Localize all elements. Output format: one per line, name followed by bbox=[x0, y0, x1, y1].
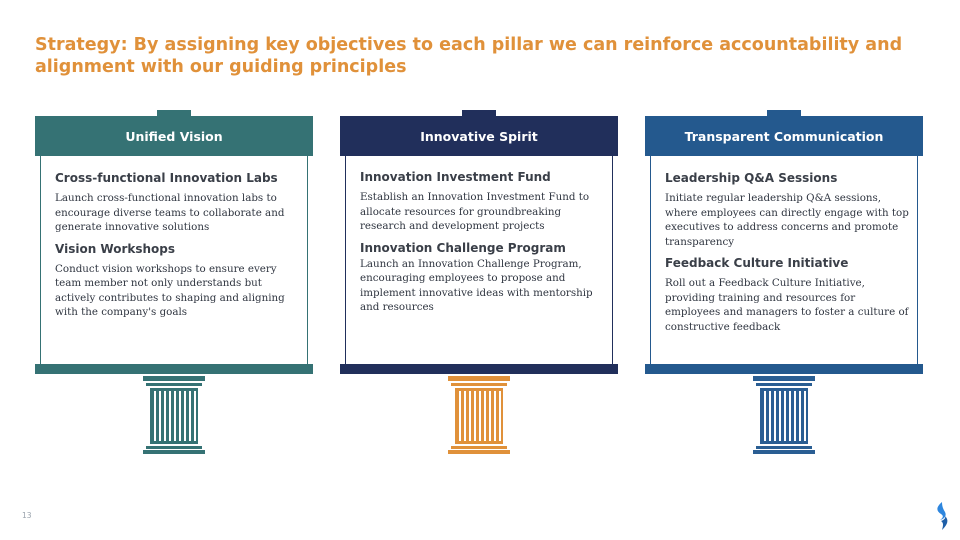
pillar-content bbox=[55, 171, 299, 327]
objective-heading: Leadership Q&A Sessions bbox=[665, 171, 838, 185]
objective-text: Conduct vision workshops to ensure every team member not only understands but actively contributes to shaping and aligning with the company's goals bbox=[55, 262, 285, 318]
pillar-base-bar bbox=[35, 364, 313, 374]
column-icon bbox=[448, 376, 510, 454]
pillar-unified-vision bbox=[35, 110, 313, 440]
objective-text: Initiate regular leadership Q&A sessions, where employees can directly engage with top executives to address concerns and promote transparency bbox=[665, 192, 909, 248]
pillar-base-bar bbox=[340, 364, 618, 374]
pillar-header: Unified Vision bbox=[35, 116, 313, 156]
pillar-base-bar bbox=[645, 364, 923, 374]
pillar-transparent-communication bbox=[645, 110, 923, 440]
pillar-header: Transparent Communication bbox=[645, 116, 923, 156]
pillar-header: Innovative Spirit bbox=[340, 116, 618, 156]
pillar-body bbox=[40, 150, 308, 364]
objective-text: Roll out a Feedback Culture Initiative, providing training and resources for employees and managers to foster a culture of constructive feedback bbox=[665, 277, 909, 333]
pillar-innovative-spirit bbox=[340, 110, 618, 440]
objective-heading: Innovation Investment Fund bbox=[360, 170, 551, 184]
objective-text: Launch cross-functional innovation labs to encourage diverse teams to collaborate and generate innovative solutions bbox=[55, 192, 285, 233]
pillar-content bbox=[360, 170, 604, 322]
slide-title: Strategy: By assigning key objectives to each pillar we can reinforce accountability and alignment with our guiding principles bbox=[35, 35, 903, 77]
brand-logo-icon bbox=[933, 502, 951, 530]
objective-heading: Vision Workshops bbox=[55, 241, 176, 256]
objective-heading: Cross-functional Innovation Labs bbox=[55, 171, 278, 185]
page-number: 13 bbox=[22, 511, 32, 520]
objective-heading: Innovation Challenge Program bbox=[360, 240, 566, 255]
pillar-body bbox=[650, 150, 918, 364]
pillar-body bbox=[345, 150, 613, 364]
objective-text: Establish an Innovation Investment Fund to allocate resources for groundbreaking research and development projects bbox=[360, 191, 590, 232]
objective-text: Launch an Innovation Challenge Program, encouraging employees to propose and implement innovative ideas with mentorship and resources bbox=[360, 257, 593, 313]
column-icon bbox=[143, 376, 205, 454]
pillar-content bbox=[665, 171, 909, 341]
column-icon bbox=[753, 376, 815, 454]
objective-heading: Feedback Culture Initiative bbox=[665, 256, 849, 270]
